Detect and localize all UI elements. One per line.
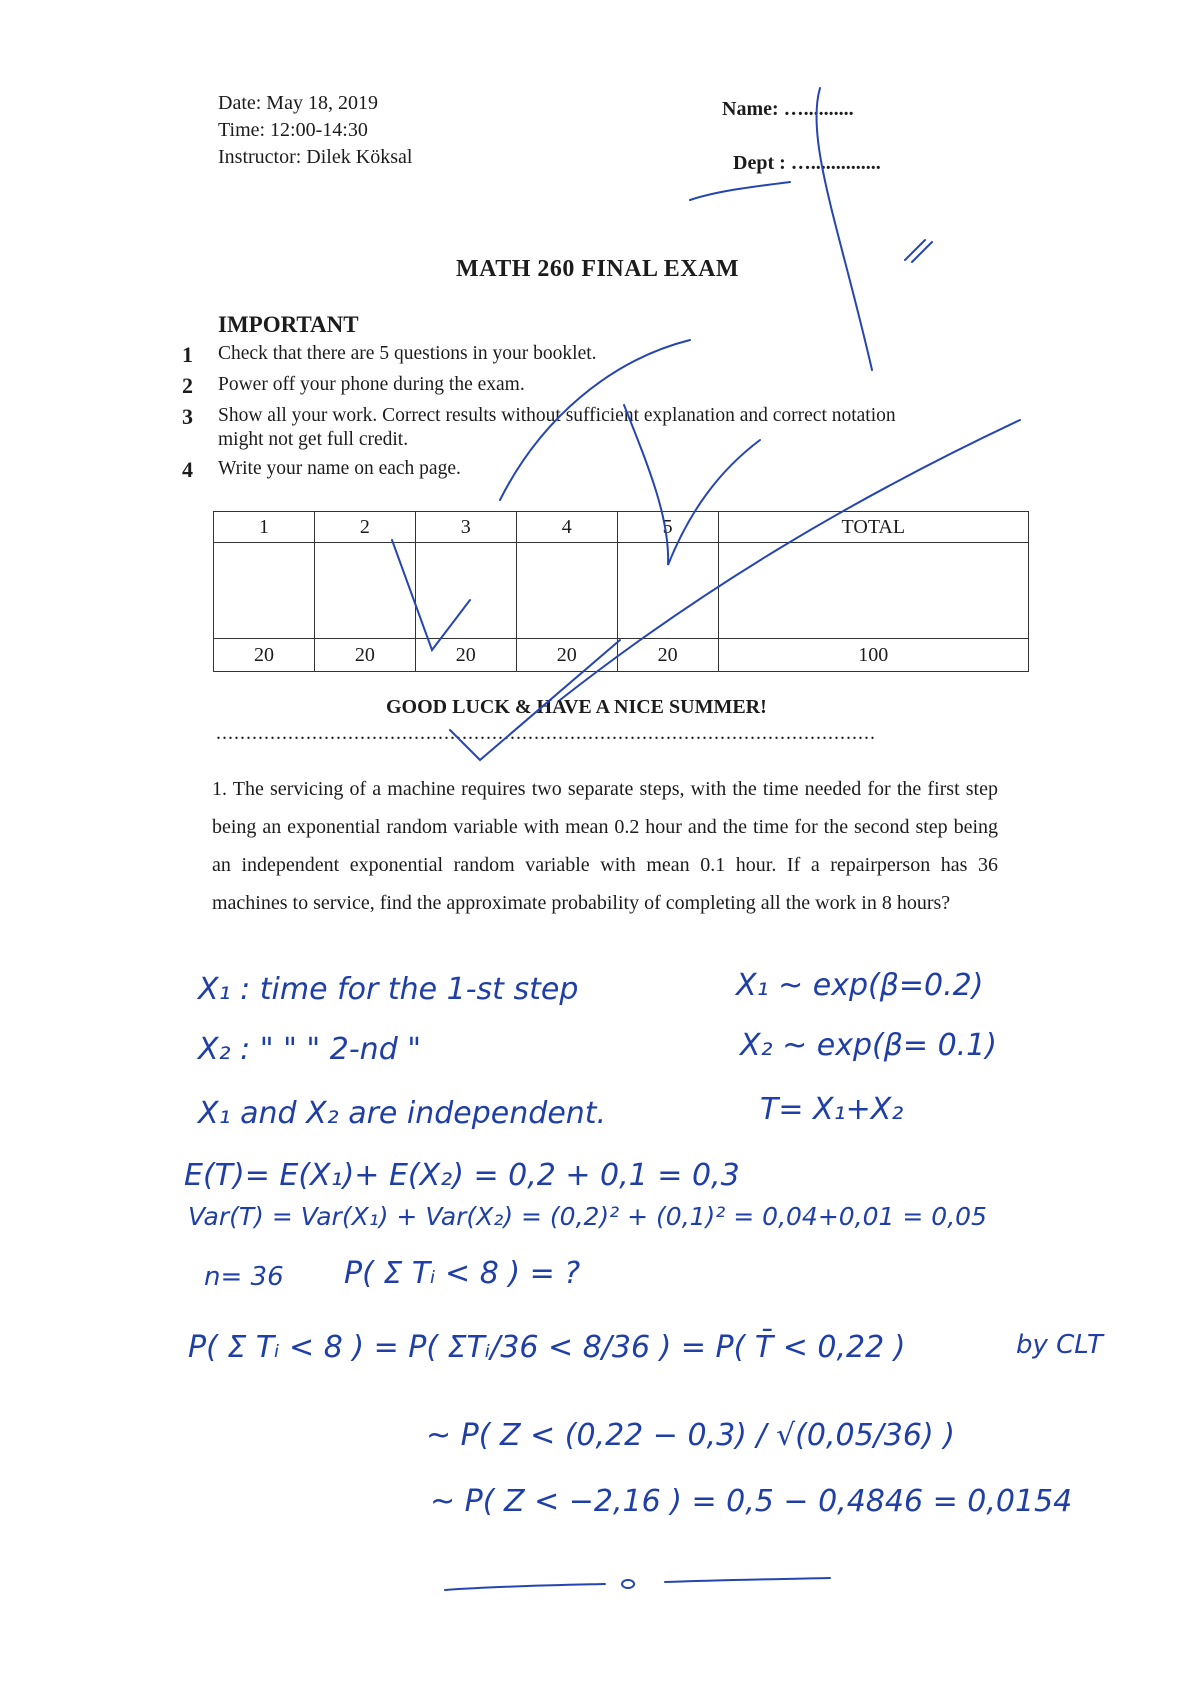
hw-line-x2-def: X₂ : " " " 2-nd " [198,1032,422,1067]
pen-stroke-large [816,88,872,370]
name-dots: ….......... [783,98,854,120]
exam-instructor: Instructor: Dilek Köksal [218,146,413,168]
item-text: Check that there are 5 questions in your booklet. [218,343,597,364]
score-points-cell: 20 [214,639,315,672]
item-text: Power off your phone during the exam. [218,374,525,395]
hw-line-clt-note: by CLT [1016,1330,1103,1360]
score-header-cell: 2 [314,512,415,543]
hw-line-n: n= 36 [204,1262,284,1292]
hw-line-final-answer: ~ P( Z < −2,16 ) = 0,5 − 0,4846 = 0,0154 [430,1484,1073,1519]
item-number: 4 [182,457,193,482]
important-heading: IMPORTANT [218,312,359,337]
score-points-cell: 20 [314,639,415,672]
item-number: 3 [182,404,193,429]
pen-underline-dot [622,1580,634,1588]
pen-mark-small [905,240,932,262]
score-header-cell: TOTAL [718,512,1028,543]
pen-stroke-name [690,182,790,200]
hw-line-x1-dist: X₁ ~ exp(β=0.2) [736,968,984,1003]
exam-time: Time: 12:00-14:30 [218,119,368,141]
dept-label: Dept : [733,152,786,174]
pen-underline-right [665,1578,830,1582]
hw-line-expectation: E(T)= E(X₁)+ E(X₂) = 0,2 + 0,1 = 0,3 [184,1158,740,1193]
score-points-cell: 100 [718,639,1028,672]
score-points-cell: 20 [415,639,516,672]
score-header-cell: 4 [516,512,617,543]
item-number: 2 [182,373,193,398]
exam-date: Date: May 18, 2019 [218,92,378,114]
dotted-separator: .............................................................................................................. [216,722,876,744]
pen-diagonal-long [560,420,1020,700]
hw-line-sum-probability: P( Σ Tᵢ < 8 ) = P( ΣTᵢ/36 < 8/36 ) = P( T̄ < 0,22 ) [188,1330,906,1365]
good-luck-message: GOOD LUCK & HAVE A NICE SUMMER! [386,696,767,718]
hw-line-x1-def: X₁ : time for the 1-st step [198,972,579,1007]
pen-slash-q2 [392,540,470,650]
hw-line-standardize: ~ P( Z < (0,22 − 0,3) / √(0,05/36) ) [426,1418,955,1453]
pen-check-1 [500,340,690,500]
hw-line-variance: Var(T) = Var(X₁) + Var(X₂) = (0,2)² + (0,1)² = 0,04+0,01 = 0,05 [188,1202,987,1231]
score-points-cell: 20 [516,639,617,672]
hw-line-t-def: T= X₁+X₂ [760,1092,904,1127]
score-points-cell: 20 [617,639,718,672]
hw-line-independence: X₁ and X₂ are independent. [198,1096,607,1131]
pen-check-2 [624,405,760,565]
score-header-cell: 5 [617,512,718,543]
hw-line-question: P( Σ Tᵢ < 8 ) = ? [344,1256,581,1291]
item-number: 1 [182,342,193,367]
item-text: Write your name on each page. [218,458,461,479]
pen-underline-left [445,1584,605,1590]
exam-title: MATH 260 FINAL EXAM [456,256,740,282]
item-text: Show all your work. Correct results without sufficient explanation and correct notation might not get full credit. [218,405,896,450]
pen-check-q3 [450,640,620,760]
question-1-text: 1. The servicing of a machine requires two separate steps, with the time needed for the first step being an exponential random variable with mean 0.2 hour and the time for the second step being an independent exponential random variable with mean 0.1 hour. If a repairperson has 36 machines to service, find the approximate probability of completing all the work in 8 hours? [212,778,998,914]
name-label: Name: [722,98,779,120]
hw-line-x2-dist: X₂ ~ exp(β= 0.1) [740,1028,997,1063]
score-header-cell: 3 [415,512,516,543]
score-header-cell: 1 [214,512,315,543]
dept-dots: ….............. [790,152,881,174]
